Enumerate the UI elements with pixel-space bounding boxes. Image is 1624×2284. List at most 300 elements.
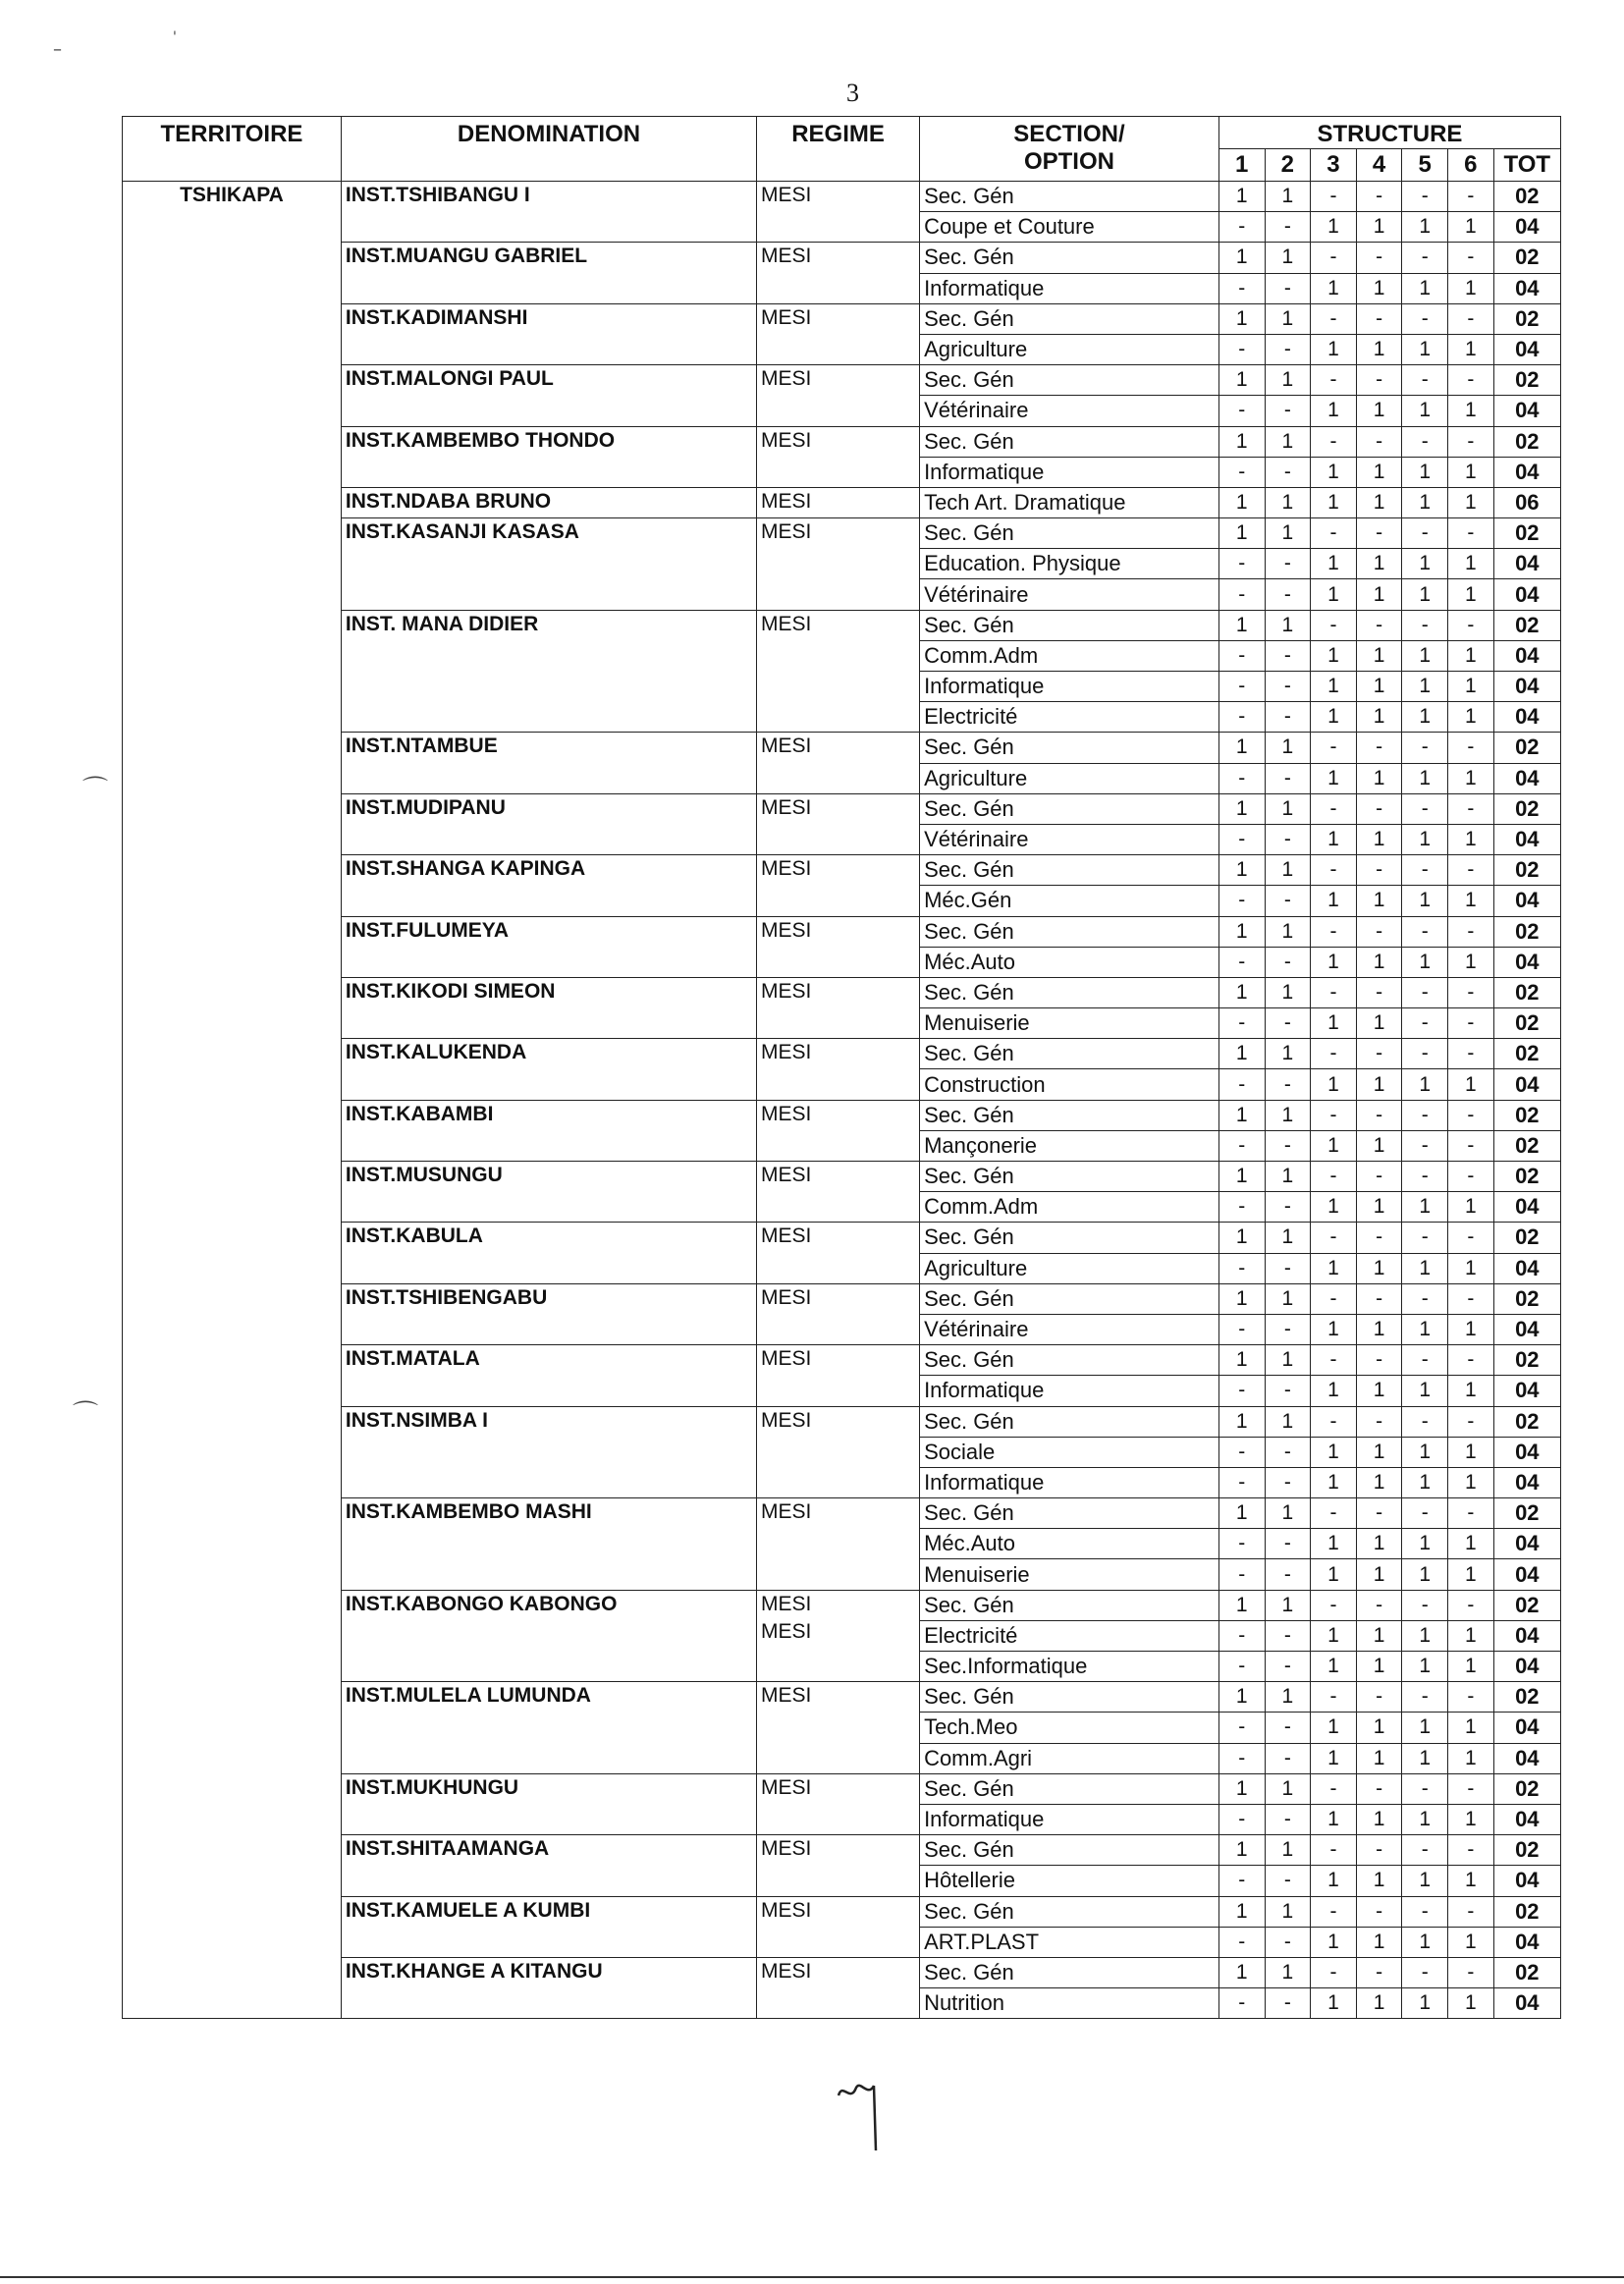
section-option: Menuiserie	[920, 1008, 1219, 1039]
structure-cell-2: 1	[1265, 1039, 1311, 1069]
header-col-4: 4	[1356, 149, 1402, 182]
school-regime	[757, 733, 920, 793]
footer-rule	[0, 2276, 1624, 2278]
structure-cell-4: -	[1356, 518, 1402, 549]
structure-cell-2: -	[1265, 1008, 1311, 1039]
structure-cell-5: -	[1402, 1345, 1448, 1376]
total-cell: 02	[1493, 303, 1560, 334]
structure-cell-3: 1	[1311, 1713, 1357, 1743]
section-option: Agriculture	[920, 1253, 1219, 1283]
header-denomination: DENOMINATION	[341, 117, 756, 182]
structure-cell-3: -	[1311, 243, 1357, 273]
regime-value: MESI	[761, 1959, 812, 1983]
structure-cell-6: -	[1448, 1406, 1494, 1437]
structure-cell-1: -	[1218, 1437, 1265, 1467]
structure-cell-1: -	[1218, 1008, 1265, 1039]
structure-cell-4: 1	[1356, 1314, 1402, 1344]
section-option: Agriculture	[920, 334, 1219, 364]
structure-cell-6: 1	[1448, 1069, 1494, 1100]
structure-cell-6: 1	[1448, 1743, 1494, 1773]
regime-value: MESI	[761, 489, 812, 513]
total-cell: 04	[1493, 1743, 1560, 1773]
structure-cell-6: 1	[1448, 1652, 1494, 1682]
school-regime	[757, 1896, 920, 1957]
total-cell: 04	[1493, 1192, 1560, 1223]
school-regime	[757, 1283, 920, 1344]
school-name: INST.KIKODI SIMEON	[341, 977, 756, 1038]
structure-cell-4: -	[1356, 1773, 1402, 1804]
section-option: Vétérinaire	[920, 1314, 1219, 1344]
structure-cell-3: 1	[1311, 824, 1357, 854]
structure-cell-3: 1	[1311, 1314, 1357, 1344]
structure-cell-3: 1	[1311, 487, 1357, 517]
school-regime	[757, 1100, 920, 1161]
structure-cell-3: 1	[1311, 1467, 1357, 1497]
structure-cell-6: -	[1448, 1008, 1494, 1039]
regime-value: MESI	[761, 1285, 812, 1309]
total-cell: 04	[1493, 549, 1560, 579]
total-cell: 04	[1493, 1866, 1560, 1896]
structure-cell-4: -	[1356, 1406, 1402, 1437]
regime-value: MESI	[761, 305, 812, 329]
total-cell: 02	[1493, 1590, 1560, 1620]
school-name: INST.KAMBEMBO THONDO	[341, 426, 756, 487]
structure-cell-6: -	[1448, 1590, 1494, 1620]
structure-cell-3: -	[1311, 1773, 1357, 1804]
school-regime	[757, 916, 920, 977]
structure-cell-6: 1	[1448, 824, 1494, 854]
structure-cell-1: -	[1218, 1927, 1265, 1957]
structure-cell-5: 1	[1402, 947, 1448, 977]
structure-cell-1: -	[1218, 640, 1265, 671]
structure-cell-2: -	[1265, 1467, 1311, 1497]
structure-cell-4: 1	[1356, 947, 1402, 977]
structure-cell-6: 1	[1448, 1559, 1494, 1590]
section-option: Sec. Gén	[920, 426, 1219, 457]
structure-cell-5: -	[1402, 303, 1448, 334]
structure-cell-1: -	[1218, 334, 1265, 364]
structure-cell-4: -	[1356, 1835, 1402, 1866]
structure-cell-6: 1	[1448, 1437, 1494, 1467]
structure-cell-3: -	[1311, 1590, 1357, 1620]
section-option: Sec. Gén	[920, 518, 1219, 549]
section-option: Sec. Gén	[920, 1957, 1219, 1987]
structure-cell-3: -	[1311, 977, 1357, 1007]
structure-cell-3: -	[1311, 1896, 1357, 1927]
structure-cell-1: -	[1218, 1988, 1265, 2019]
section-option: Comm.Adm	[920, 1192, 1219, 1223]
structure-cell-2: 1	[1265, 182, 1311, 212]
structure-cell-5: -	[1402, 1039, 1448, 1069]
structure-cell-5: -	[1402, 1498, 1448, 1529]
structure-cell-2: -	[1265, 1743, 1311, 1773]
school-regime	[757, 303, 920, 364]
structure-cell-6: -	[1448, 303, 1494, 334]
structure-cell-5: -	[1402, 793, 1448, 824]
structure-cell-4: 1	[1356, 1620, 1402, 1651]
section-option: Menuiserie	[920, 1559, 1219, 1590]
structure-cell-6: -	[1448, 1773, 1494, 1804]
total-cell: 04	[1493, 1652, 1560, 1682]
structure-cell-2: -	[1265, 1866, 1311, 1896]
total-cell: 04	[1493, 457, 1560, 487]
section-option: Vétérinaire	[920, 396, 1219, 426]
structure-cell-4: 1	[1356, 1713, 1402, 1743]
school-regime	[757, 855, 920, 916]
header-regime: REGIME	[757, 117, 920, 182]
structure-cell-4: 1	[1356, 549, 1402, 579]
school-name: INST.KAMUELE A KUMBI	[341, 1896, 756, 1957]
structure-cell-4: -	[1356, 365, 1402, 396]
school-name: INST.KAMBEMBO MASHI	[341, 1498, 756, 1591]
regime-value: MESI	[761, 918, 812, 942]
section-option: ART.PLAST	[920, 1927, 1219, 1957]
school-name: INST.MUSUNGU	[341, 1162, 756, 1223]
total-cell: 02	[1493, 182, 1560, 212]
structure-cell-2: -	[1265, 1529, 1311, 1559]
structure-cell-6: -	[1448, 1835, 1494, 1866]
structure-cell-2: 1	[1265, 1283, 1311, 1314]
structure-cell-6: 1	[1448, 702, 1494, 733]
structure-cell-4: -	[1356, 1223, 1402, 1253]
section-option: Sec. Gén	[920, 610, 1219, 640]
structure-cell-2: 1	[1265, 303, 1311, 334]
total-cell: 02	[1493, 1345, 1560, 1376]
structure-cell-6: 1	[1448, 487, 1494, 517]
regime-value: MESI	[761, 1592, 812, 1615]
total-cell: 04	[1493, 947, 1560, 977]
structure-cell-6: 1	[1448, 457, 1494, 487]
structure-cell-4: -	[1356, 1039, 1402, 1069]
school-regime	[757, 1406, 920, 1498]
structure-cell-2: 1	[1265, 1590, 1311, 1620]
structure-cell-5: 1	[1402, 1652, 1448, 1682]
structure-cell-2: 1	[1265, 733, 1311, 763]
structure-cell-3: 1	[1311, 763, 1357, 793]
total-cell: 04	[1493, 212, 1560, 243]
structure-cell-2: -	[1265, 1253, 1311, 1283]
structure-cell-3: -	[1311, 733, 1357, 763]
school-name: INST.KABONGO KABONGO	[341, 1590, 756, 1682]
total-cell: 04	[1493, 1467, 1560, 1497]
structure-cell-4: 1	[1356, 1437, 1402, 1467]
structure-cell-4: -	[1356, 793, 1402, 824]
structure-cell-4: 1	[1356, 212, 1402, 243]
structure-cell-1: -	[1218, 672, 1265, 702]
structure-cell-3: 1	[1311, 672, 1357, 702]
school-name: INST.NDABA BRUNO	[341, 487, 756, 517]
structure-cell-6: -	[1448, 518, 1494, 549]
school-name: INST.MUDIPANU	[341, 793, 756, 854]
structure-cell-4: 1	[1356, 487, 1402, 517]
school-regime	[757, 1957, 920, 2018]
header-col-5: 5	[1402, 149, 1448, 182]
school-name: INST.KALUKENDA	[341, 1039, 756, 1100]
structure-cell-3: 1	[1311, 212, 1357, 243]
regime-value: MESI	[761, 1775, 812, 1799]
structure-cell-2: -	[1265, 640, 1311, 671]
structure-cell-2: -	[1265, 1927, 1311, 1957]
structure-cell-1: 1	[1218, 1773, 1265, 1804]
structure-cell-2: 1	[1265, 1498, 1311, 1529]
structure-cell-4: -	[1356, 1590, 1402, 1620]
school-name: INST.KASANJI KASASA	[341, 518, 756, 611]
section-option: Sec. Gén	[920, 1039, 1219, 1069]
structure-cell-4: -	[1356, 916, 1402, 947]
structure-cell-2: -	[1265, 824, 1311, 854]
total-cell: 02	[1493, 1039, 1560, 1069]
structure-cell-3: 1	[1311, 1437, 1357, 1467]
structure-cell-2: -	[1265, 1376, 1311, 1406]
school-regime	[757, 518, 920, 611]
structure-cell-4: 1	[1356, 640, 1402, 671]
header-col-1: 1	[1218, 149, 1265, 182]
structure-cell-6: -	[1448, 1223, 1494, 1253]
structure-cell-5: -	[1402, 1162, 1448, 1192]
structure-cell-2: 1	[1265, 518, 1311, 549]
structure-cell-6: 1	[1448, 947, 1494, 977]
structure-cell-5: 1	[1402, 457, 1448, 487]
section-option: Sec.Informatique	[920, 1652, 1219, 1682]
structure-cell-5: 1	[1402, 1437, 1448, 1467]
structure-cell-5: -	[1402, 243, 1448, 273]
structure-cell-5: -	[1402, 855, 1448, 886]
structure-cell-5: -	[1402, 1835, 1448, 1866]
structure-cell-5: 1	[1402, 1376, 1448, 1406]
structure-cell-1: -	[1218, 1467, 1265, 1497]
structure-cell-2: 1	[1265, 1773, 1311, 1804]
table-header	[123, 117, 1561, 182]
structure-cell-1: -	[1218, 1713, 1265, 1743]
structure-cell-2: 1	[1265, 243, 1311, 273]
section-option: Sec. Gén	[920, 1682, 1219, 1713]
structure-cell-5: -	[1402, 365, 1448, 396]
structure-cell-1: 1	[1218, 1283, 1265, 1314]
structure-cell-6: -	[1448, 1162, 1494, 1192]
structure-cell-5: -	[1402, 182, 1448, 212]
structure-cell-3: 1	[1311, 1927, 1357, 1957]
total-cell: 04	[1493, 396, 1560, 426]
structure-cell-2: -	[1265, 672, 1311, 702]
school-name: INST.MULELA LUMUNDA	[341, 1682, 756, 1774]
structure-cell-4: 1	[1356, 702, 1402, 733]
header-territoire: TERRITOIRE	[123, 117, 342, 182]
structure-cell-4: 1	[1356, 886, 1402, 916]
school-regime	[757, 793, 920, 854]
structure-cell-5: 1	[1402, 1069, 1448, 1100]
structure-cell-4: -	[1356, 1498, 1402, 1529]
structure-cell-2: -	[1265, 457, 1311, 487]
structure-cell-2: -	[1265, 396, 1311, 426]
total-cell: 04	[1493, 1437, 1560, 1467]
structure-cell-3: -	[1311, 1162, 1357, 1192]
structure-cell-1: 1	[1218, 1223, 1265, 1253]
page-number: 3	[846, 79, 859, 107]
section-option: Hôtellerie	[920, 1866, 1219, 1896]
regime-value: MESI	[761, 734, 812, 758]
structure-cell-6: 1	[1448, 549, 1494, 579]
structure-cell-2: 1	[1265, 1406, 1311, 1437]
structure-cell-4: 1	[1356, 1529, 1402, 1559]
structure-cell-5: -	[1402, 518, 1448, 549]
header-col-3: 3	[1311, 149, 1357, 182]
structure-cell-3: 1	[1311, 886, 1357, 916]
structure-cell-1: -	[1218, 1069, 1265, 1100]
section-option: Sec. Gén	[920, 1773, 1219, 1804]
structure-cell-3: 1	[1311, 1130, 1357, 1161]
structure-cell-6: -	[1448, 1682, 1494, 1713]
structure-cell-3: -	[1311, 1498, 1357, 1529]
section-option: Informatique	[920, 457, 1219, 487]
structure-cell-4: -	[1356, 426, 1402, 457]
structure-cell-5: -	[1402, 1100, 1448, 1130]
school-name: INST.FULUMEYA	[341, 916, 756, 977]
structure-cell-5: 1	[1402, 1988, 1448, 2019]
total-cell: 04	[1493, 1927, 1560, 1957]
section-option: Tech.Meo	[920, 1713, 1219, 1743]
section-option: Méc.Auto	[920, 1529, 1219, 1559]
total-cell: 02	[1493, 243, 1560, 273]
structure-cell-6: -	[1448, 1896, 1494, 1927]
structure-cell-3: -	[1311, 303, 1357, 334]
structure-cell-4: 1	[1356, 1804, 1402, 1834]
structure-cell-2: -	[1265, 273, 1311, 303]
school-regime	[757, 610, 920, 733]
structure-cell-4: -	[1356, 1682, 1402, 1713]
structure-cell-3: 1	[1311, 1652, 1357, 1682]
structure-cell-2: -	[1265, 1652, 1311, 1682]
structure-cell-6: 1	[1448, 1713, 1494, 1743]
structure-cell-4: -	[1356, 1896, 1402, 1927]
structure-cell-2: -	[1265, 549, 1311, 579]
structure-cell-2: -	[1265, 886, 1311, 916]
structure-cell-4: 1	[1356, 334, 1402, 364]
regime-value: MESI	[761, 1898, 812, 1922]
structure-cell-3: -	[1311, 610, 1357, 640]
structure-cell-1: -	[1218, 1620, 1265, 1651]
total-cell: 02	[1493, 610, 1560, 640]
school-name: INST.TSHIBANGU I	[341, 182, 756, 243]
regime-value: MESI	[761, 1041, 812, 1064]
structure-cell-3: 1	[1311, 457, 1357, 487]
section-option: Méc.Auto	[920, 947, 1219, 977]
structure-cell-1: 1	[1218, 1498, 1265, 1529]
structure-cell-5: 1	[1402, 702, 1448, 733]
structure-cell-5: -	[1402, 733, 1448, 763]
total-cell: 02	[1493, 733, 1560, 763]
structure-cell-5: -	[1402, 1008, 1448, 1039]
section-option: Sec. Gén	[920, 182, 1219, 212]
structure-cell-2: -	[1265, 1130, 1311, 1161]
structure-cell-4: 1	[1356, 1467, 1402, 1497]
structure-cell-4: -	[1356, 1100, 1402, 1130]
structure-cell-5: 1	[1402, 1559, 1448, 1590]
structure-cell-1: -	[1218, 824, 1265, 854]
structure-cell-5: -	[1402, 610, 1448, 640]
structure-cell-5: 1	[1402, 487, 1448, 517]
scan-mark: '	[173, 29, 177, 45]
school-regime	[757, 487, 920, 517]
structure-cell-1: 1	[1218, 977, 1265, 1007]
section-option: Electricité	[920, 702, 1219, 733]
structure-cell-3: 1	[1311, 1253, 1357, 1283]
structure-cell-3: 1	[1311, 1192, 1357, 1223]
structure-cell-4: -	[1356, 1957, 1402, 1987]
structure-cell-3: 1	[1311, 579, 1357, 610]
total-cell: 04	[1493, 1988, 1560, 2019]
school-regime	[757, 1590, 920, 1682]
section-option: Agriculture	[920, 763, 1219, 793]
total-cell: 02	[1493, 1283, 1560, 1314]
structure-cell-4: 1	[1356, 1988, 1402, 2019]
structure-cell-1: -	[1218, 1253, 1265, 1283]
structure-cell-6: -	[1448, 855, 1494, 886]
structure-cell-4: -	[1356, 1283, 1402, 1314]
school-name: INST.MUANGU GABRIEL	[341, 243, 756, 303]
structure-cell-1: -	[1218, 396, 1265, 426]
structure-cell-5: 1	[1402, 1529, 1448, 1559]
structure-cell-1: 1	[1218, 793, 1265, 824]
regime-value: MESI	[761, 1684, 812, 1708]
school-regime	[757, 1773, 920, 1834]
total-cell: 04	[1493, 672, 1560, 702]
structure-cell-1: -	[1218, 457, 1265, 487]
structure-cell-5: -	[1402, 1773, 1448, 1804]
header-section: SECTION/	[1013, 121, 1125, 147]
section-option: Sec. Gén	[920, 855, 1219, 886]
section-option: Sec. Gén	[920, 1100, 1219, 1130]
structure-cell-6: 1	[1448, 1866, 1494, 1896]
structure-cell-2: -	[1265, 1192, 1311, 1223]
structure-cell-2: 1	[1265, 855, 1311, 886]
structure-cell-5: 1	[1402, 1467, 1448, 1497]
structure-cell-1: -	[1218, 1529, 1265, 1559]
structure-cell-1: 1	[1218, 1039, 1265, 1069]
school-name: INST.NSIMBA I	[341, 1406, 756, 1498]
structure-cell-6: -	[1448, 733, 1494, 763]
structure-cell-2: 1	[1265, 916, 1311, 947]
structure-cell-1: -	[1218, 947, 1265, 977]
section-option: Sociale	[920, 1437, 1219, 1467]
school-name: INST.SHANGA KAPINGA	[341, 855, 756, 916]
school-name: INST.SHITAAMANGA	[341, 1835, 756, 1896]
section-option: Sec. Gén	[920, 243, 1219, 273]
structure-cell-2: 1	[1265, 1345, 1311, 1376]
structure-cell-6: 1	[1448, 1253, 1494, 1283]
school-name: INST.MATALA	[341, 1345, 756, 1406]
structure-cell-2: -	[1265, 1804, 1311, 1834]
scan-mark: –	[53, 39, 62, 60]
regime-value: MESI	[761, 428, 812, 452]
structure-cell-3: -	[1311, 1223, 1357, 1253]
regime-value: MESI	[761, 1500, 812, 1524]
school-regime	[757, 1162, 920, 1223]
structure-cell-2: 1	[1265, 1162, 1311, 1192]
school-regime	[757, 1223, 920, 1283]
total-cell: 04	[1493, 1376, 1560, 1406]
structure-cell-1: -	[1218, 549, 1265, 579]
school-regime	[757, 977, 920, 1038]
regime-value: MESI	[761, 1347, 812, 1371]
structure-cell-6: -	[1448, 1100, 1494, 1130]
structure-cell-5: -	[1402, 1896, 1448, 1927]
structure-cell-3: -	[1311, 1406, 1357, 1437]
structure-cell-4: -	[1356, 855, 1402, 886]
structure-cell-2: 1	[1265, 365, 1311, 396]
structure-cell-6: 1	[1448, 1529, 1494, 1559]
structure-cell-5: 1	[1402, 396, 1448, 426]
structure-cell-5: 1	[1402, 824, 1448, 854]
